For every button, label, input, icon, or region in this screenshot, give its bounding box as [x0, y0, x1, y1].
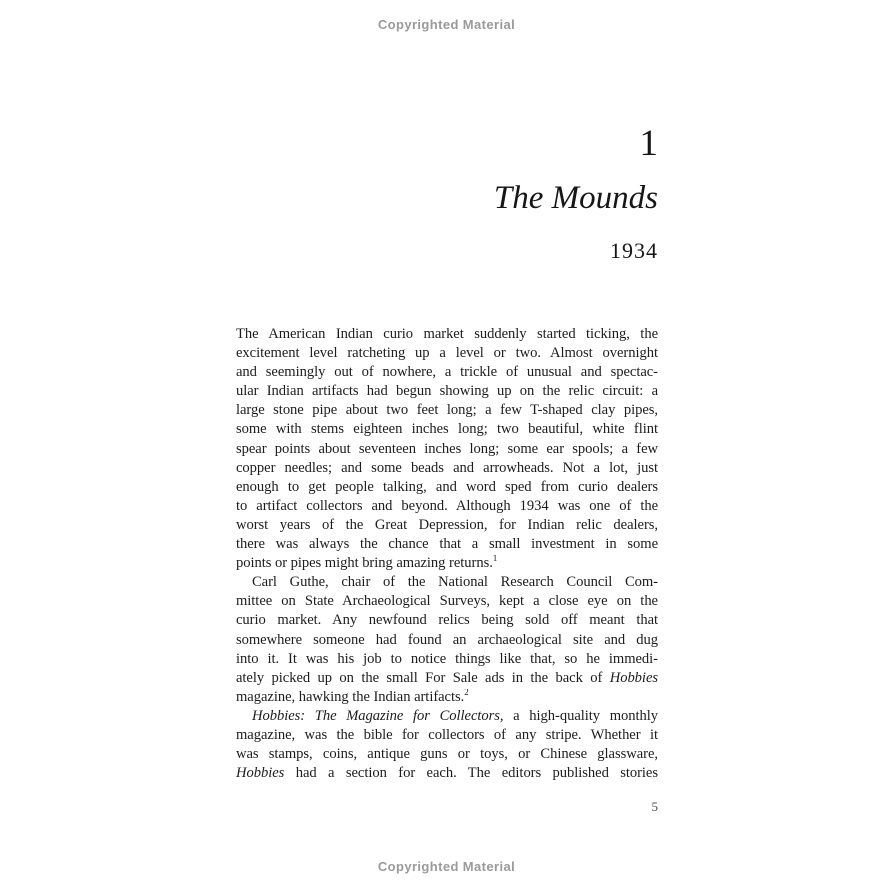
text-line	[236, 517, 658, 536]
text-line	[236, 498, 658, 517]
text-segment: somewhere someone had found an archaeological site and dug	[236, 631, 658, 648]
text-segment: worst years of the Great Depression, for Indian relic dealers,	[236, 516, 658, 533]
text-line	[236, 479, 658, 498]
text-segment: some with stems eighteen inches long; two beautiful, white flint	[236, 421, 658, 438]
text-line	[236, 593, 658, 612]
text-line	[236, 441, 658, 460]
text-segment: and seemingly out of nowhere, a trickle of unusual and spectac-	[236, 364, 658, 381]
text-segment: Hobbies: The Magazine for Collectors,	[252, 707, 504, 724]
text-line	[236, 612, 658, 631]
text-line	[236, 402, 658, 421]
footnote-marker: 2	[464, 688, 469, 697]
text-segment: copper needles; and some beads and arrowheads. Not a lot, just	[236, 459, 658, 476]
text-line	[236, 421, 658, 440]
text-segment: mittee on State Archaeological Surveys, kept a close eye on the	[236, 593, 658, 610]
text-segment: was stamps, coins, antique guns or toys, or Chinese glassware,	[236, 746, 658, 763]
text-line	[236, 536, 658, 555]
text-segment: to artifact collectors and beyond. Although 1934 was one of the	[236, 497, 658, 514]
chapter-title: The Mounds	[493, 179, 658, 216]
footnote-marker: 1	[492, 555, 498, 564]
text-segment: large stone pipe about two feet long; a few T-shaped clay pipes,	[236, 402, 658, 419]
text-line	[236, 383, 658, 402]
text-line	[236, 746, 658, 765]
text-line	[236, 555, 658, 574]
text-segment: there was always the chance that a small investment in some	[236, 536, 658, 553]
text-segment: spear points about seventeen inches long; some ear spools; a few	[236, 440, 658, 457]
text-segment: curio market. Any newfound relics being sold off meant that	[236, 612, 658, 629]
page-number: 5	[651, 799, 658, 814]
text-segment: enough to get people talking, and word sped from curio dealers	[236, 478, 658, 495]
text-segment: Carl Guthe, chair of the National Research Council Com-	[252, 574, 658, 591]
text-segment: excitement level ratcheting up a level or two. Almost overnight	[236, 345, 658, 362]
text-line	[236, 708, 658, 727]
body-text	[236, 326, 658, 784]
text-segment: had a section for each. The editors published stories	[284, 765, 658, 782]
text-segment: ular Indian artifacts had begun showing up on the relic circuit: a	[236, 383, 658, 400]
text-segment: ately picked up on the small For Sale ads in the back of	[236, 669, 610, 686]
text-line	[236, 651, 658, 670]
text-line	[236, 765, 658, 784]
text-segment: points or pipes might bring amazing returns.	[236, 555, 493, 572]
chapter-heading	[494, 124, 658, 263]
text-line	[236, 364, 658, 383]
chapter-number: 1	[639, 123, 658, 164]
text-line	[236, 670, 658, 689]
text-line	[236, 689, 658, 708]
text-line	[236, 632, 658, 651]
text-segment: into it. It was his job to notice things like that, so he immedi-	[236, 650, 658, 667]
text-segment: Hobbies	[609, 669, 658, 686]
text-segment: magazine, was the bible for collectors of any stripe. Whether it	[236, 726, 658, 743]
text-line	[236, 727, 658, 746]
text-line	[236, 460, 658, 479]
copyright-notice-bottom: Copyrighted Material	[377, 859, 516, 874]
text-segment: Hobbies	[236, 765, 285, 782]
chapter-year: 1934	[610, 237, 658, 263]
text-segment: The American Indian curio market suddenly started ticking, the	[236, 326, 658, 342]
text-segment: magazine, hawking the Indian artifacts.	[236, 688, 465, 705]
copyright-notice-top: Copyrighted Material	[377, 17, 516, 32]
text-line	[236, 326, 658, 345]
text-line	[236, 345, 658, 364]
text-segment: a high-quality monthly	[503, 707, 658, 724]
text-line	[236, 574, 658, 593]
